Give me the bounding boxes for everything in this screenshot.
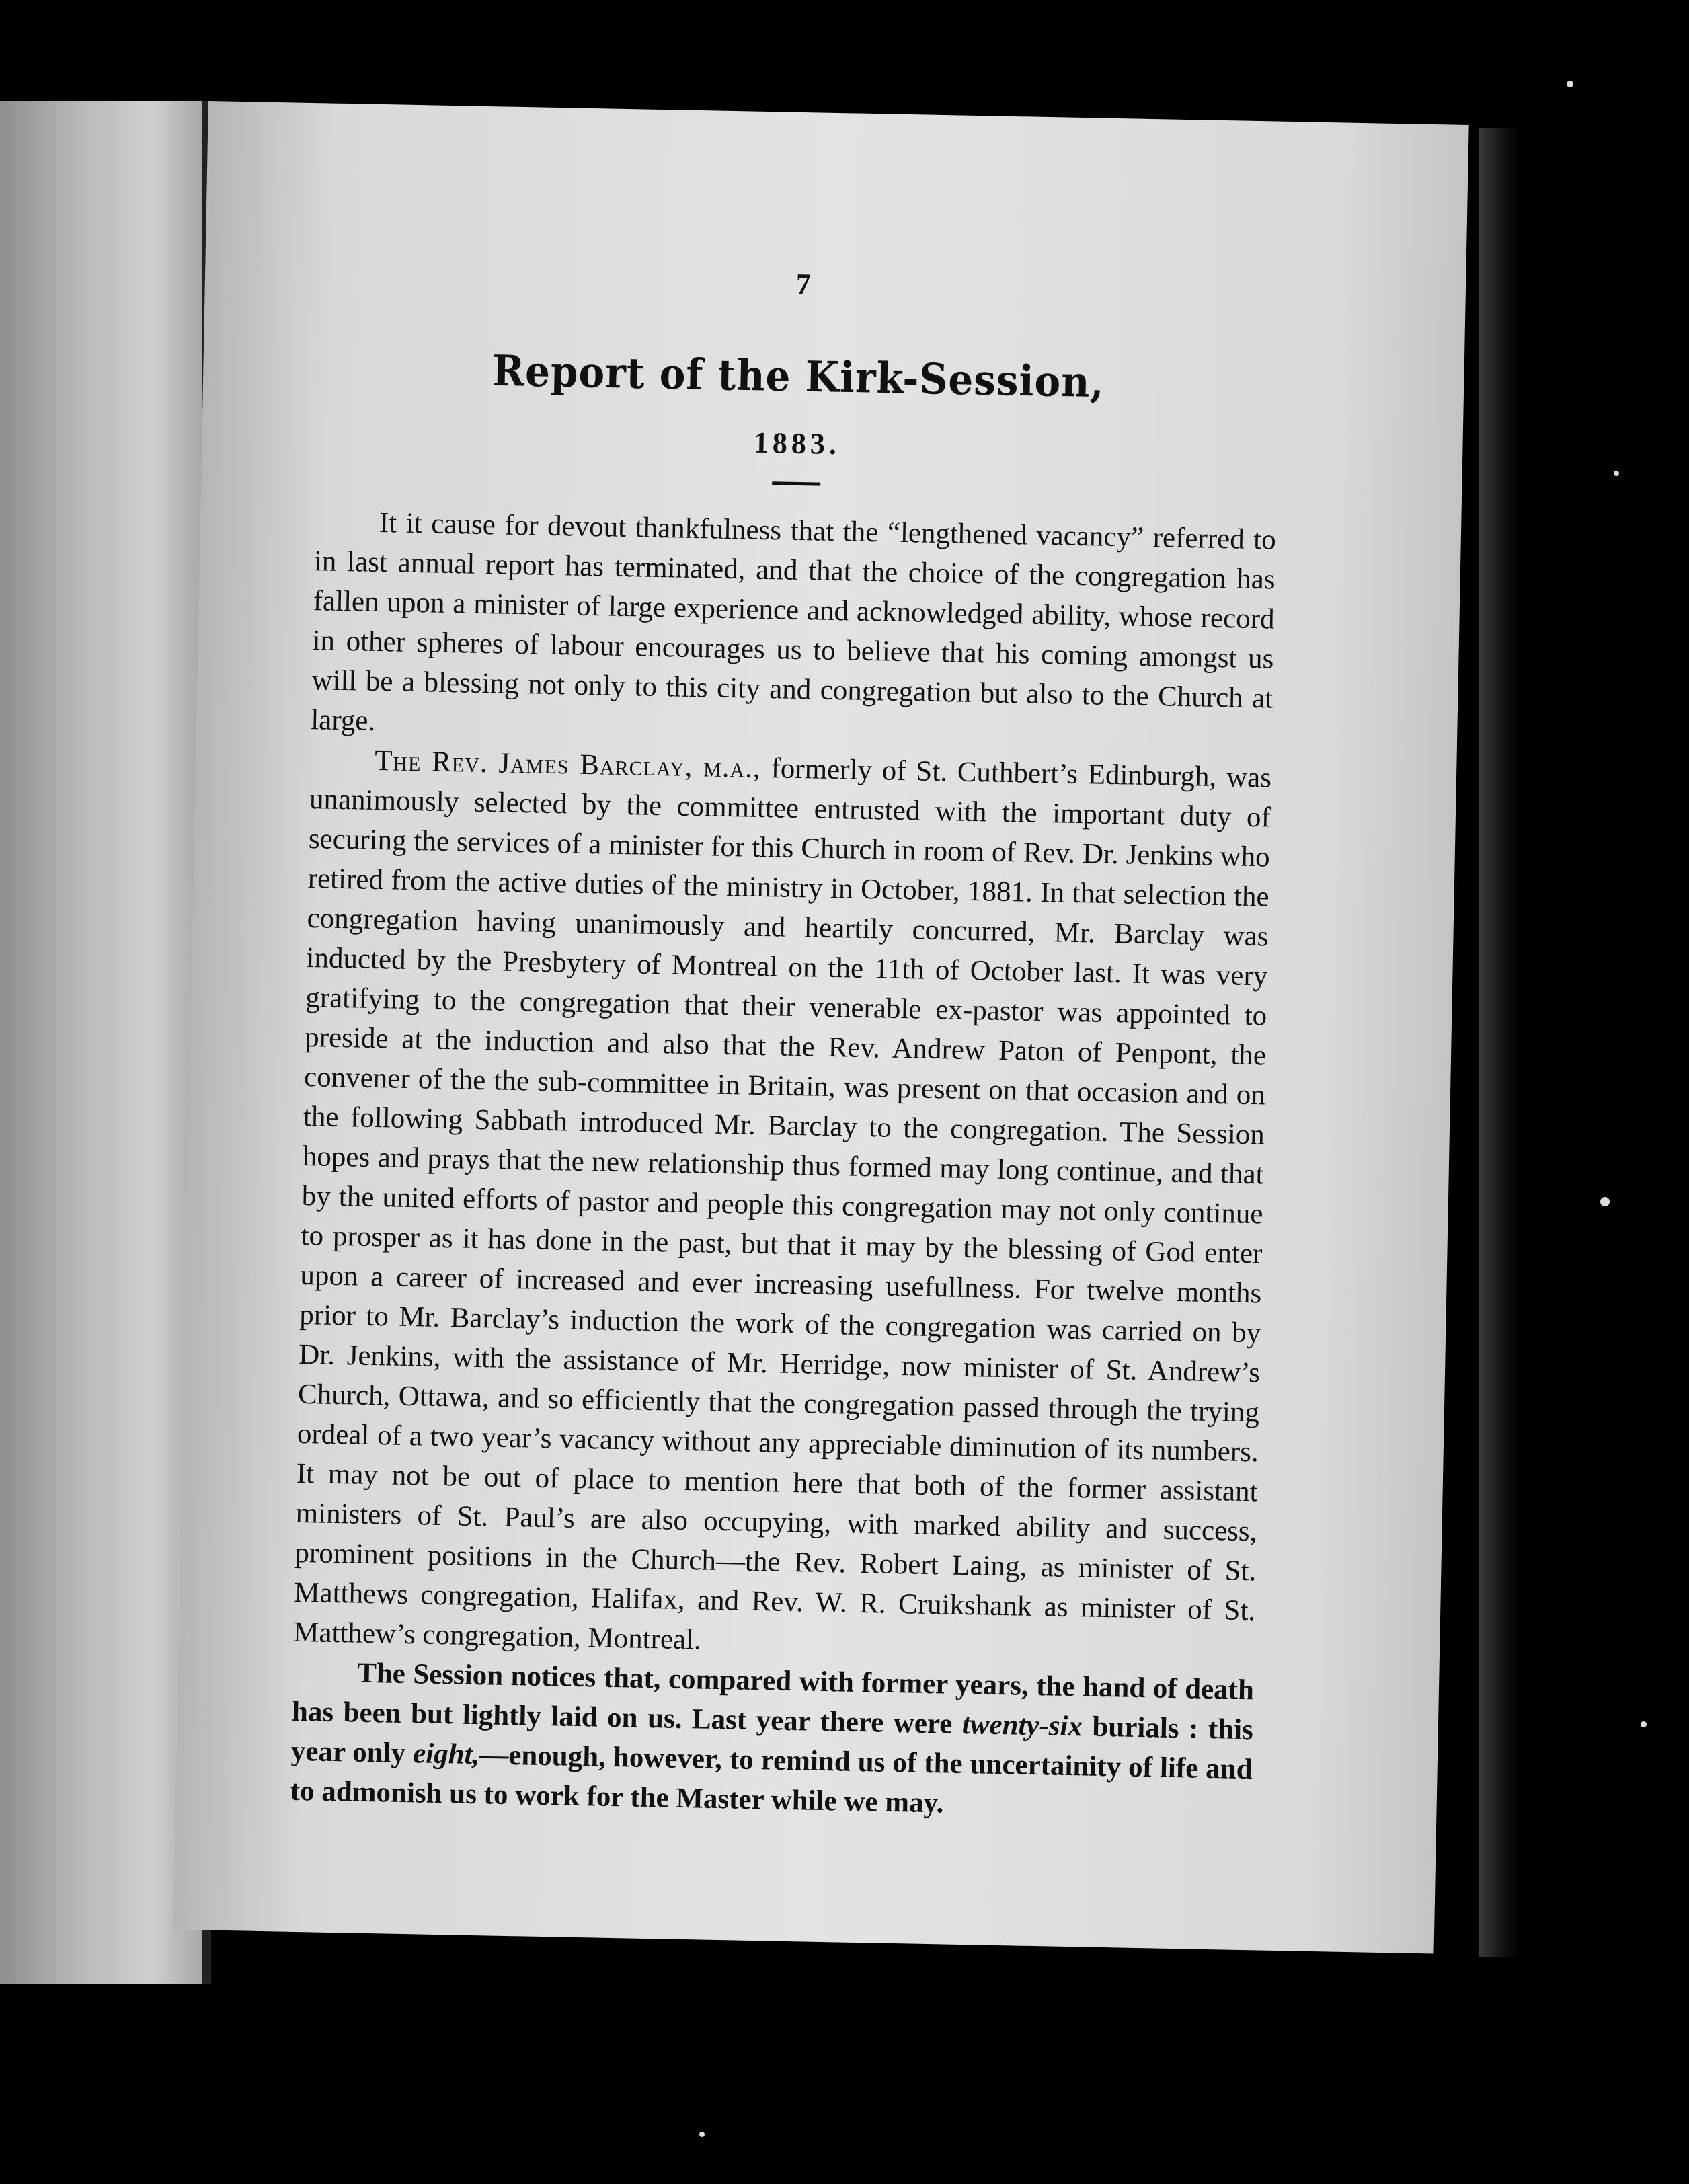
page-title: Report of the Kirk-Session, — [492, 346, 1105, 407]
paragraph-1 — [311, 502, 1277, 758]
paragraph-3-emphasis-2: eight, — [412, 1738, 480, 1771]
paragraph-2-text: formerly of St. Cuthbert’s Edinburgh, was unanimously selected by the committee entrusted with the important duty of securing the services of a minister for this Church in room of Rev. Dr. Jenkins who retired from the active duties of the ministry in October, 1881. In that selection the congregation having unanimously and heartily concurred, Mr. Barclay was inducted by the Presbytery of Montreal on the 11th of October last. It was very gratifying to the congregation that their venerable ex-pastor was appointed to preside at the induction and also that the Rev. Andrew Paton of Penpont, the convener of the the sub-committee in Britain, was present on that occasion and on the following Sabbath introduced Mr. Barclay to the congregation. The Session hopes and prays that the new relationship thus formed may long continue, and that by the united efforts of pastor and people this congregation may not only continue to prosper as it has done in the past, but that it may by the blessing of God enter upon a career of increased and ever increasing usefullness. For twelve months prior to Mr. Barclay’s induction the work of the congregation was carried on by Dr. Jenkins, with the assistance of Mr. Herridge, now minister of St. Andrew’s Church, Ottawa, and so efficiently that the congregation passed through the trying ordeal of a two year’s vacancy without any appreciable diminution of its numbers. It may not be out of place to mention here that both of the former assistant ministers of St. Paul’s are also occupying, with marked ability and success, prominent positions in the Church—the Rev. Robert Laing, as minister of St. Matthews congregation, Halifax, and Rev. W. R. Cruikshank as minister of St. Matthew’s congregation, Montreal. — [292, 752, 1272, 1656]
left-facing-page — [0, 101, 207, 1984]
paragraph-3-part1: The Session notices that, compared with former years, the hand of death has been but lightly laid on us. Last year there were — [291, 1657, 1255, 1740]
paragraph-2 — [293, 740, 1272, 1670]
paragraph-3-part2: burials : this year only — [290, 1711, 1254, 1770]
paragraph-3 — [290, 1652, 1254, 1829]
book-binding-edge — [1479, 128, 1520, 1957]
page-content — [290, 258, 1281, 1829]
report-year: 1883. — [753, 426, 841, 461]
paragraph-2-lead: The Rev. James Barclay, m.a., — [374, 744, 762, 784]
dust-speck — [1641, 1721, 1647, 1727]
dust-speck — [1567, 81, 1573, 87]
book-page — [173, 101, 1469, 1953]
paragraph-1-text: It it cause for devout thankfulness that the “lengthened vacancy” referred to in last annual report has terminated, and that the choice of the congregation has fallen upon a minister of large experience and acknowledged ability, whose record in other spheres of labour encourages us to believe that his coming amongst us will be a blessing not only to this city and congregation but also to the Church at large. — [310, 506, 1277, 737]
title-rule — [772, 481, 820, 485]
dust-speck — [1614, 471, 1619, 476]
dust-speck — [699, 2132, 705, 2137]
dust-speck — [1600, 1197, 1610, 1206]
paragraph-3-part3: —enough, however, to remind us of the uncertainity of life and to admonish us to work for the Master while we may. — [290, 1739, 1253, 1820]
paragraph-3-emphasis-1: twenty-six — [961, 1708, 1083, 1743]
page-number: 7 — [795, 267, 812, 301]
